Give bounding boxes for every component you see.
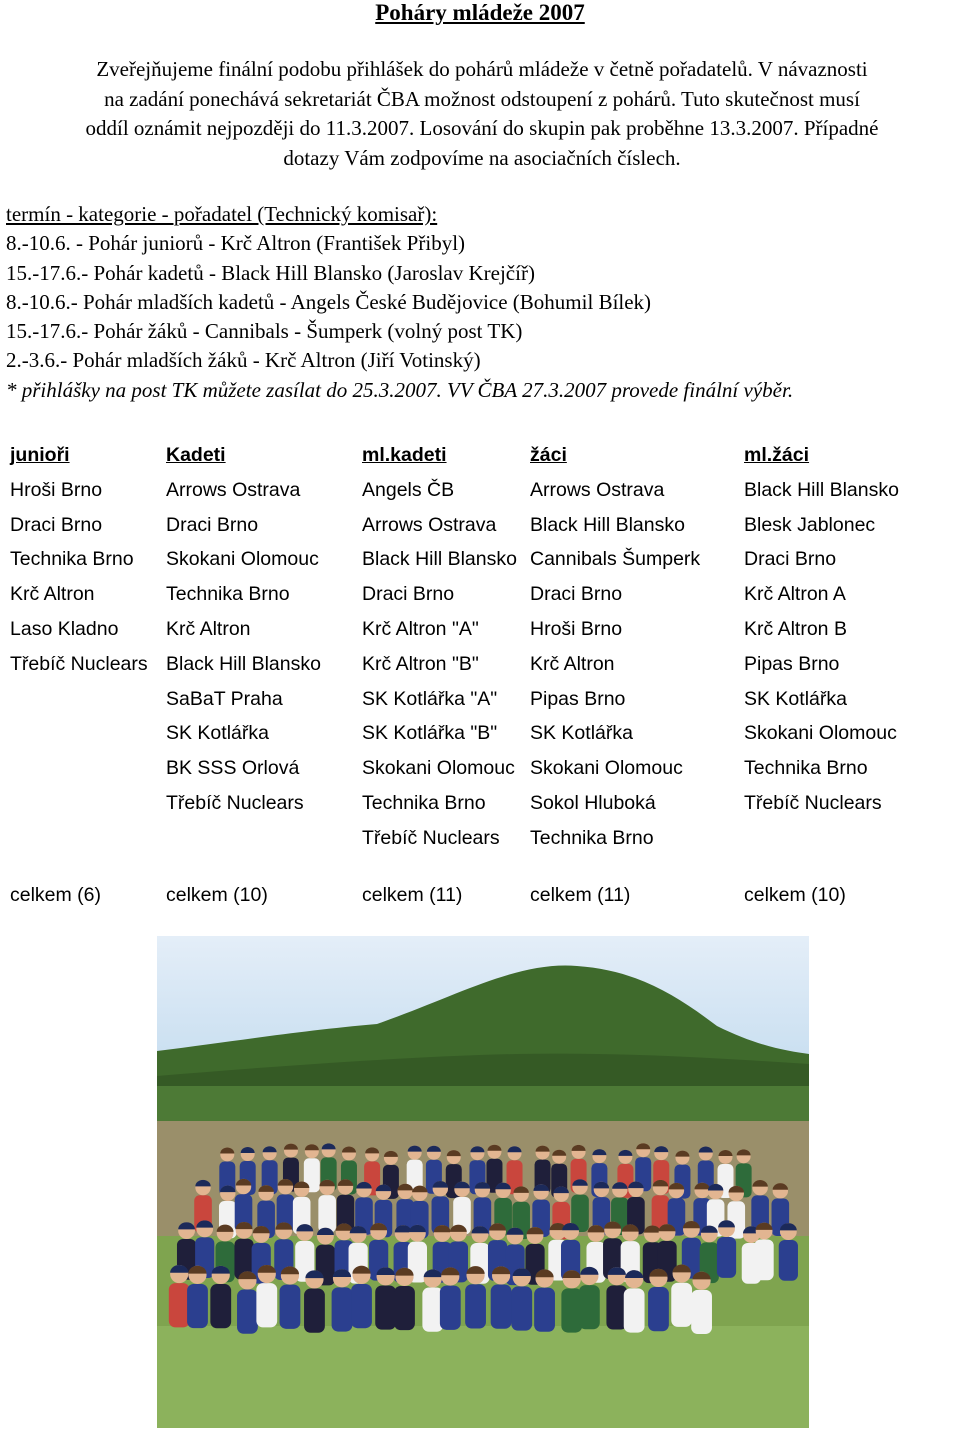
team-item: Krč Altron "A" <box>362 617 479 640</box>
team-item: SK Kotlářka "B" <box>362 722 498 745</box>
team-item: Krč Altron A <box>744 583 846 606</box>
person-body <box>332 1287 353 1331</box>
column-header: ml.kadeti <box>362 444 447 466</box>
person-body <box>394 1286 415 1330</box>
intro-line: oddíl oznámit nejpozději do 11.3.2007. Losování do skupin pak proběhne 13.3.2007. Případné <box>85 116 879 140</box>
team-item: Laso Kladno <box>10 617 119 640</box>
team-item: Black Hill Blansko <box>166 652 321 675</box>
schedule-note: * přihlášky na post TK můžete zasílat do 25.3.2007. VV ČBA 27.3.2007 provede finální výběr. <box>6 377 794 402</box>
person-body <box>187 1284 208 1328</box>
team-item: Skokani Olomouc <box>362 757 515 780</box>
person-body <box>256 1283 277 1327</box>
person-body <box>511 1286 532 1330</box>
person-body <box>318 1195 336 1232</box>
person-body <box>210 1284 231 1328</box>
team-item: Krč Altron <box>10 583 95 606</box>
person-body <box>237 1290 258 1334</box>
team-item: Krč Altron <box>530 652 615 675</box>
person-body <box>440 1286 461 1330</box>
team-item: Arrows Ostrava <box>362 513 497 536</box>
team-item: SK Kotlářka <box>530 722 633 745</box>
column-juniori <box>10 438 148 682</box>
team-item: SK Kotlářka <box>744 687 847 710</box>
schedule-item: 8.-10.6.- Pohár mladších kadetů - Angels České Budějovice (Bohumil Bílek) <box>6 289 652 314</box>
team-item: Sokol Hluboká <box>530 791 656 814</box>
team-item: Draci Brno <box>10 513 103 536</box>
team-item: Technika Brno <box>166 583 290 606</box>
schedule-item: 15.-17.6.- Pohár žáků - Cannibals - Šumperk (volný post TK) <box>6 319 523 344</box>
team-item: Arrows Ostrava <box>530 478 665 501</box>
person-body <box>534 1288 555 1332</box>
person-body <box>779 1240 798 1281</box>
person-body <box>375 1285 396 1329</box>
total-zaci: celkem (11) <box>530 884 631 906</box>
team-item: Draci Brno <box>530 583 623 606</box>
grass-light <box>157 1326 809 1428</box>
person-body <box>491 1285 512 1329</box>
page-title: Poháry mládeže 2007 <box>375 0 585 25</box>
intro-line: Zveřejňujeme finální podobu přihlášek do pohárů mládeže v četně pořadatelů. V návaznosti <box>96 57 868 81</box>
person-body <box>671 1283 692 1327</box>
team-item: Black Hill Blansko <box>530 513 685 536</box>
person-body <box>691 1290 712 1334</box>
team-item: Krč Altron <box>166 617 251 640</box>
intro-line: na zadání ponechává sekretariát ČBA možnost odstoupení z pohárů. Tuto skutečnost musí <box>104 86 860 111</box>
team-item: Skokani Olomouc <box>166 548 319 571</box>
team-item: Angels ČB <box>362 478 455 501</box>
photo-illustration <box>157 936 809 1428</box>
schedule-heading: termín - kategorie - pořadatel (Technický komisař): <box>6 202 438 226</box>
column-zaci <box>530 438 700 856</box>
people-group <box>169 1143 798 1334</box>
person-body <box>280 1285 301 1329</box>
team-item: Technika Brno <box>530 826 654 849</box>
person-body <box>579 1285 600 1329</box>
team-item: SaBaT Praha <box>166 687 283 710</box>
team-item: Draci Brno <box>166 513 259 536</box>
team-item: Skokani Olomouc <box>744 722 897 745</box>
team-item: Draci Brno <box>744 548 837 571</box>
total-juniori: celkem (6) <box>10 884 102 906</box>
team-item: Třebíč Nuclears <box>362 826 500 849</box>
team-item: Technika Brno <box>744 757 868 780</box>
team-item: SK Kotlářka <box>166 722 269 745</box>
column-ml-kadeti <box>362 438 517 856</box>
team-item: Cannibals Šumperk <box>530 548 701 571</box>
person-body <box>717 1237 736 1278</box>
schedule-item: 8.-10.6. - Pohár juniorů - Krč Altron (František Přibyl) <box>6 231 466 256</box>
team-item: Technika Brno <box>10 548 134 571</box>
team-item: Technika Brno <box>362 791 486 814</box>
team-item: Black Hill Blansko <box>744 478 899 501</box>
team-item: SK Kotlářka "A" <box>362 687 498 710</box>
person-body <box>351 1284 372 1328</box>
intro-line: dotazy Vám zodpovíme na asociačních číslech. <box>283 145 681 170</box>
team-item: Pipas Brno <box>530 687 626 710</box>
team-item: Pipas Brno <box>744 652 840 675</box>
total-ml-kadeti: celkem (11) <box>362 884 463 906</box>
team-item: Třebíč Nuclears <box>744 791 882 814</box>
team-item: Skokani Olomouc <box>530 757 683 780</box>
column-header: ml.žáci <box>744 444 810 466</box>
schedule-item: 15.-17.6.- Pohár kadetů - Black Hill Blansko (Jaroslav Krejčíř) <box>6 260 535 285</box>
team-item: Krč Altron "B" <box>362 652 479 675</box>
schedule-section <box>6 200 956 405</box>
team-group-photo <box>157 936 809 1428</box>
team-item: Blesk Jablonec <box>744 513 876 536</box>
team-item: Krč Altron B <box>744 617 847 640</box>
tree-line <box>157 1086 809 1126</box>
schedule-item: 2.-3.6.- Pohár mladších žáků - Krč Altron (Jiří Votinský) <box>6 348 481 373</box>
person-body <box>624 1288 645 1332</box>
team-item: Black Hill Blansko <box>362 548 517 571</box>
person-body <box>304 1289 325 1333</box>
total-ml-zaci: celkem (10) <box>744 884 846 906</box>
column-kadeti <box>166 438 321 821</box>
team-item: BK SSS Orlová <box>166 757 300 780</box>
team-item: Draci Brno <box>362 583 455 606</box>
person-body <box>465 1284 486 1328</box>
team-item: Třebíč Nuclears <box>166 791 304 814</box>
intro-paragraph <box>4 55 960 173</box>
person-body <box>648 1287 669 1331</box>
column-header: junioři <box>10 444 70 466</box>
person-body <box>754 1239 773 1280</box>
total-kadeti: celkem (10) <box>166 884 268 906</box>
team-item: Hroši Brno <box>10 478 103 501</box>
team-item: Hroši Brno <box>530 617 623 640</box>
column-header: žáci <box>530 444 567 466</box>
team-item: Arrows Ostrava <box>166 478 301 501</box>
team-item: Třebíč Nuclears <box>10 652 148 675</box>
person-body <box>169 1283 190 1327</box>
column-header: Kadeti <box>166 444 226 466</box>
column-ml-zaci <box>744 438 899 821</box>
